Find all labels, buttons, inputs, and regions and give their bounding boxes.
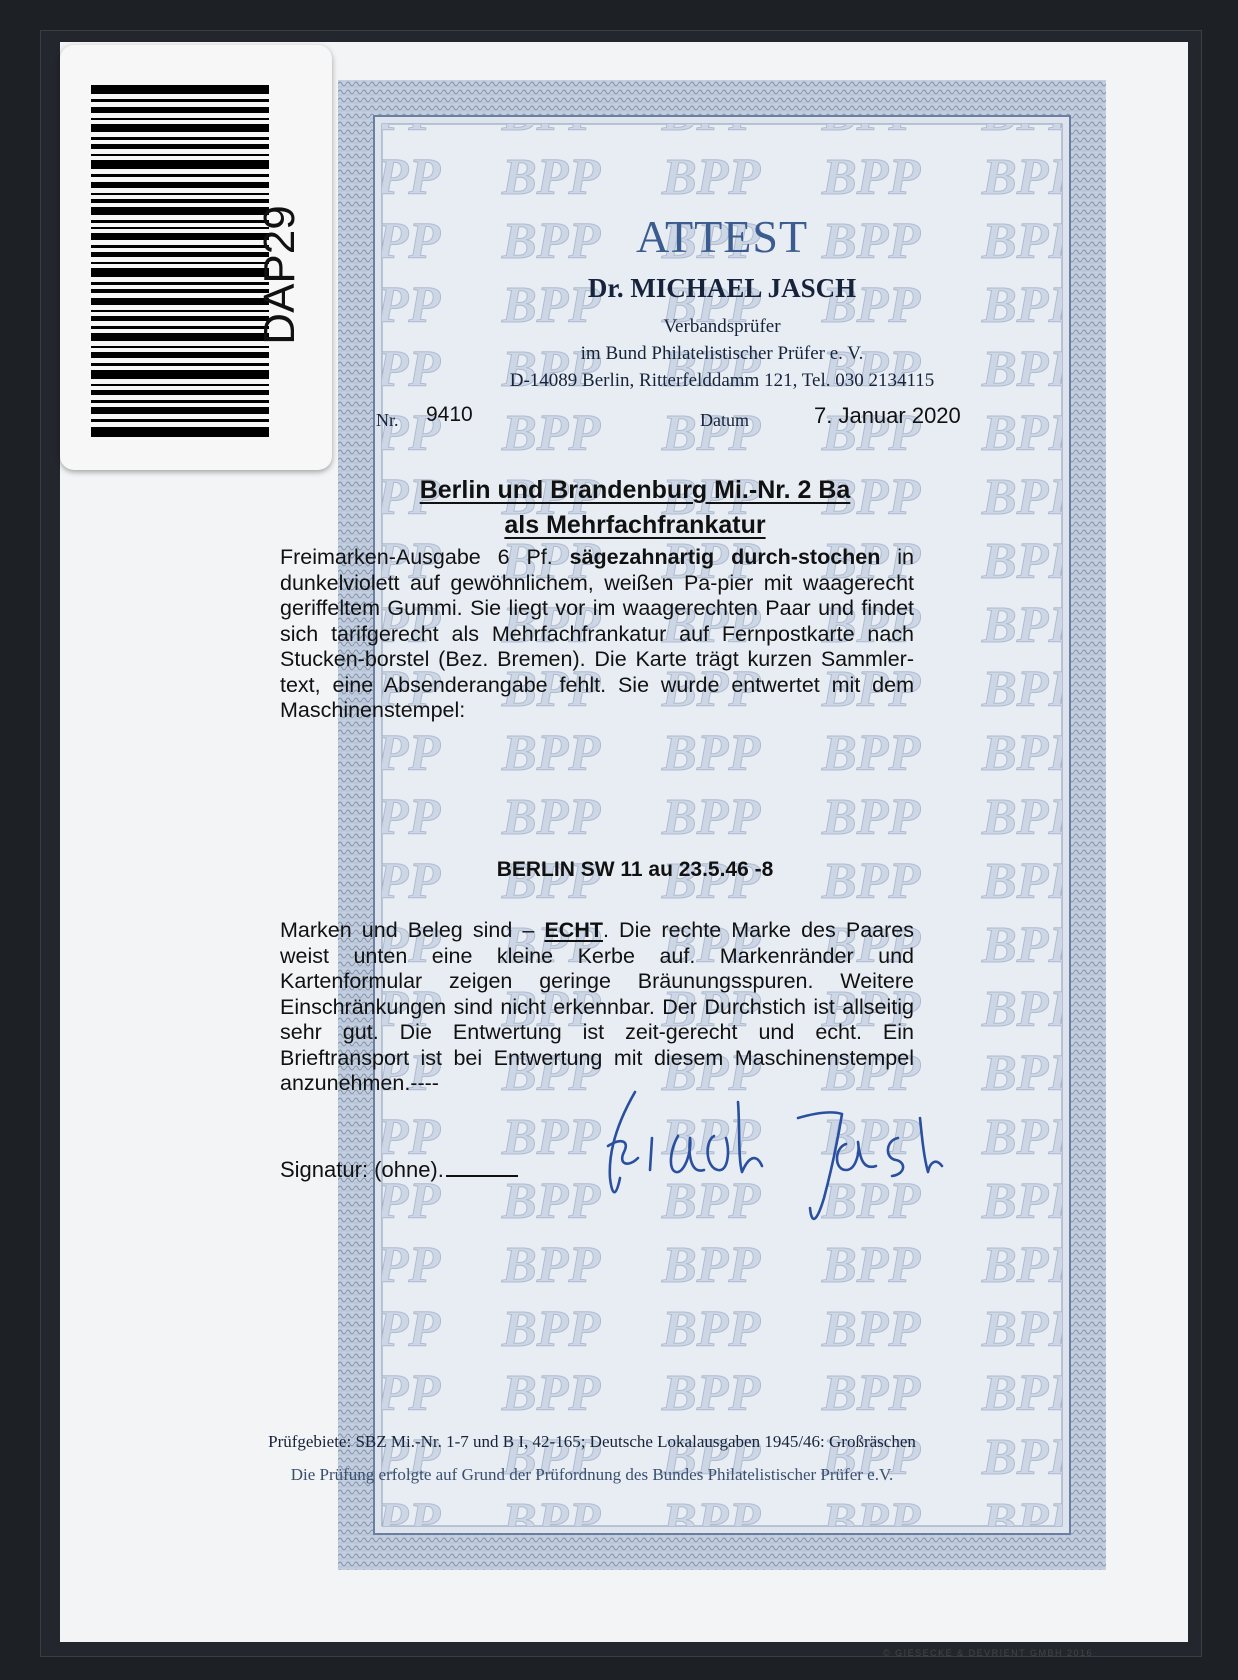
printer-imprint: © GIESECKE & DEVRIENT GMBH 2016 bbox=[883, 1648, 1094, 1658]
examiner-association: im Bund Philatelistischer Prüfer e. V. bbox=[580, 343, 864, 364]
assessment-paragraph: Marken und Beleg sind – ECHT. Die rechte Marke des Paares weist unten eine kleine Kerbe auf. Markenränder und Kartenformular zeigen geringe Bräunungsspuren. Weitere Einschränkungen sind nicht erkennbar. Der Durchstich ist allseitig sehr gut. Die Entwertung ist zeit-gerecht und echt. Ein Brieftransport ist bei Entwertung mit diesem Maschinenstempel anzunehmen.---- bbox=[280, 918, 914, 1095]
date-label: Datum bbox=[700, 410, 749, 430]
description-paragraph: Freimarken-Ausgabe 6 Pf. sägezahnartig durch-stochen in dunkelviolett auf gewöhnlichem, weißen Pa-pier mit waagerecht geriffeltem Gummi. Sie liegt vor im waagerechten Paar und findet sich tarifgerecht als Mehrfachfrankatur auf Fernpostkarte nach Stucken-borstel (Bez. Bremen). Die Karte trägt kurzen Sammler-text, eine Absenderangabe fehlt. Sie wurde entwertet mit dem Maschinenstempel: bbox=[280, 545, 914, 722]
examination-basis: Die Prüfung erfolgte auf Grund der Prüfordnung des Bundes Philatelistischer Prüfer e.V. bbox=[290, 1465, 894, 1484]
examiner-role: Verbandsprüfer bbox=[663, 316, 781, 337]
examiner-name: Dr. MICHAEL JASCH bbox=[587, 273, 857, 303]
certificate-date: 7. Januar 2020 bbox=[814, 403, 961, 428]
stamp-heading-line1: Berlin und Brandenburg Mi.-Nr. 2 Ba bbox=[419, 476, 851, 504]
barcode bbox=[91, 85, 269, 437]
certificate-number: 9410 bbox=[426, 403, 473, 426]
stamp-heading-line2: als Mehrfachfrankatur bbox=[504, 511, 766, 539]
examiner-address: D-14089 Berlin, Ritterfelddamm 121, Tel. 030 2134115 bbox=[509, 370, 935, 391]
postmark-line: BERLIN SW 11 au 23.5.46 -8 bbox=[496, 858, 774, 881]
examination-scope: Prüfgebiete: SBZ Mi.-Nr. 1-7 und B I, 42-165; Deutsche Lokalausgaben 1945/46: Großräschen bbox=[268, 1432, 916, 1451]
signature-note: Signatur: (ohne). bbox=[280, 1155, 518, 1183]
label-code: DAP29 bbox=[255, 205, 304, 345]
document-title: ATTEST bbox=[635, 211, 809, 262]
number-label: Nr. bbox=[376, 410, 399, 430]
inventory-label bbox=[60, 45, 332, 470]
perforation-emphasis: sägezahnartig durch-stochen bbox=[569, 545, 881, 569]
genuine-verdict: ECHT bbox=[544, 918, 603, 942]
handwritten-signature bbox=[580, 1078, 980, 1253]
